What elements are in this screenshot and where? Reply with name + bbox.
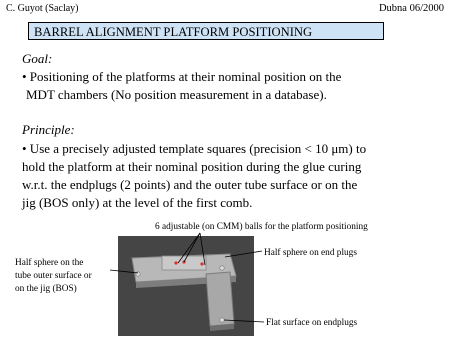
- principle-line-1: • Use a precisely adjusted template squares (precision < 10 μm) to: [22, 141, 367, 156]
- principle-heading: Principle:: [22, 122, 75, 137]
- goal-heading-text: Goal:: [22, 51, 53, 66]
- half-sphere-tube-line-3: on the jig (BOS): [15, 284, 77, 294]
- half-sphere-tube-line-1: Half sphere on the: [15, 258, 84, 268]
- slide-title: BARREL ALIGNMENT PLATFORM POSITIONING: [28, 22, 384, 40]
- template-square-drawing: [118, 236, 254, 336]
- goal-line-1: • Positioning of the platforms at their nominal position on the: [22, 69, 342, 84]
- half-sphere-tube-line-2: tube outer surface or: [15, 271, 92, 281]
- balls-annotation: 6 adjustable (on CMM) balls for the platform positioning: [155, 222, 368, 232]
- author-label: C. Guyot (Saclay): [6, 3, 79, 14]
- goal-line-2: MDT chambers (No position measurement in a database).: [26, 87, 327, 102]
- principle-line-2: hold the platform at their nominal position during the glue curing: [22, 159, 362, 174]
- half-sphere-end-annotation: Half sphere on end plugs: [264, 248, 357, 258]
- principle-line-4: jig (BOS only) at the level of the first comb.: [22, 195, 253, 210]
- event-label: Dubna 06/2000: [378, 3, 444, 14]
- flat-surface-annotation: Flat surface on endplugs: [266, 318, 358, 328]
- goal-heading: [22, 51, 52, 67]
- principle-line-3: w.r.t. the endplugs (2 points) and the outer tube surface or on the: [22, 177, 358, 192]
- template-photo: [118, 236, 254, 336]
